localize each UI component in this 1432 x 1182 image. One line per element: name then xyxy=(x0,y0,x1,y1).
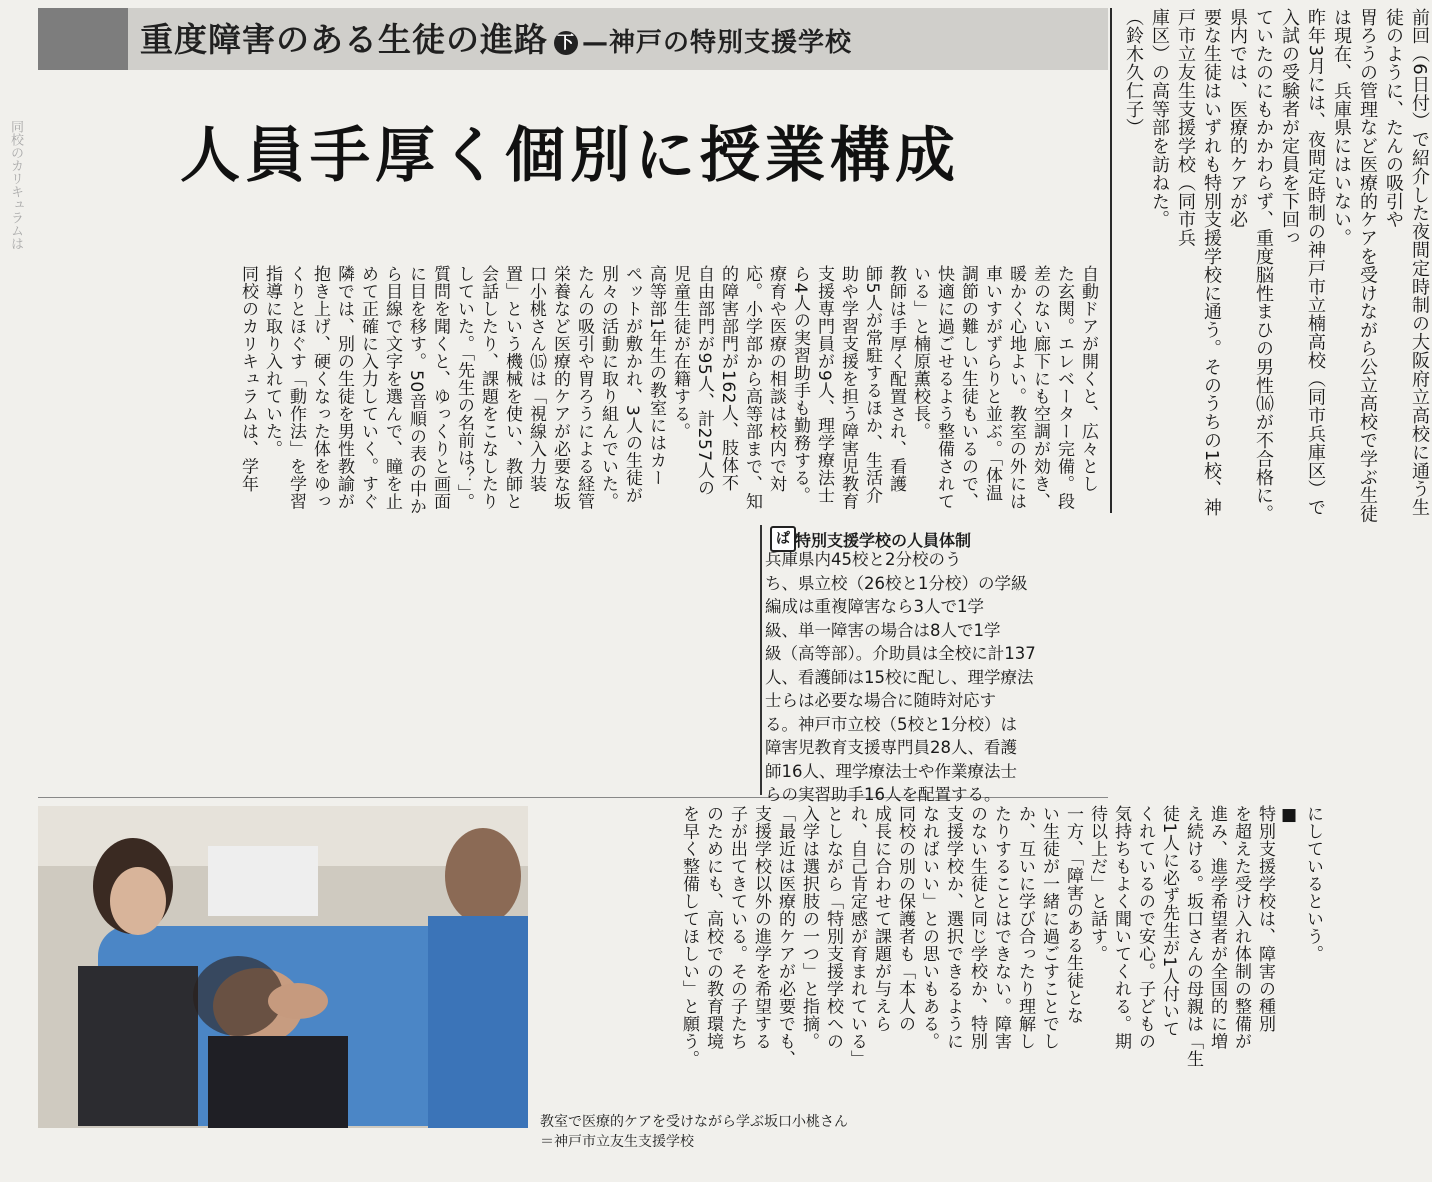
bleed-through-text: 同校のカリキュラムは xyxy=(8,120,23,250)
classroom-photo xyxy=(38,806,528,1128)
info-box-text: 兵庫県内45校と2分校のう ち、県立校（26校と1分校）の学級 編成は重複障害なら3人で1学 級、単一障害の場合は8人で1学 級（高等部）。介助員は全校に計137 人、看護師は15校に配し、理学療法 士らは必要な場合に随時対応す る。神戸市立校（5校と1分校）は 障害児教育支援専門員28人、看護 師16人、理学療法士や作業療法士 らの実習助手16人を配置する。 xyxy=(765,550,1036,804)
series-title xyxy=(140,14,852,61)
series-title-text: 重度障害のある生徒の進路 xyxy=(140,20,548,59)
series-subtitle: —神戸の特別支援学校 xyxy=(582,28,853,58)
article-body-lower: にしているという。 ■ 特別支援学校は、障害の種別 を超えた受け入れ体制の整備が 進み、進学希望者が全国的に増 え続ける。坂口さんの母親は「生 徒1人に必ず先生が1人付いて くれているので安心。子どもの 気持ちもよく聞いてくれる。期 待以上だ」と話す。 一方、「障害のある生徒とな い生徒が一緒に過ごすことでし か、互いに学び合ったり理解し たりすることはできない。障害 のない生徒と同じ学校か、特別 支援学校か、選択できるように なればいい」との思いもある。 同校の別の保護者も「本人の 成長に合わせて課題が与えら れ、自己肯定感が育まれている」 としながら「特別支援学校への 入学は選択肢の一つ」と指摘。 「最近は医療的ケアが必要でも、 支援学校以外の進学を希望する 子が出てきている。その子たち のためにも、高校での教育環境 を早く整備してほしい」と願う。 xyxy=(679,805,1323,1068)
article-body-upper: 自動ドアが開くと、広々とし た玄関。エレベーター完備。段 差のない廊下にも空調が効き、 暖かく心地よい。教室の外には 車いすがずらりと並ぶ。「体温 調節の難しい生徒もいるので、 快適に過ごせるよう整備されて いる」と楠原薫校長。 教師は手厚く配置され、看護 師5人が常駐するほか、生活介 助や学習支援を担う障害児教育 支援専門員が9人、理学療法士 ら4人の実習助手も勤務する。 療育や医療の相談は校内で対 応。小学部から高等部まで、知 的障害部門が162人、肢体不 自由部門が95人、計257人の 児童生徒が在籍する。 高等部1年生の教室にはカー ペットが敷かれ、3人の生徒が 別々の活動に取り組んでいた。 たんの吸引や胃ろうによる経管 栄養など医療的ケアが必要な坂 口小桃さん⒂は「視線入力装 置」という機械を使い、教師と 会話したり、課題をこなしたり していた。「先生の名前は？」。 質問を聞くと、ゆっくりと画面 に目を移す。50音順の表の中か ら目線で文字を選んで、瞳を止 めて正確に入力していく。すぐ 隣では、別の生徒を男性教諭が 抱き上げ、硬くなった体をゆっ くりとほぐす「動作法」を学習 指導に取り入れていた。 同校のカリキュラムは、学年 xyxy=(238,265,1098,516)
column-divider xyxy=(1110,8,1112,513)
info-box-title: 特別支援学校の人員体制 xyxy=(795,531,972,550)
info-box-icon: ぱ xyxy=(770,526,796,552)
headline: 人員手厚く個別に授業構成 xyxy=(180,121,960,191)
part-marker-icon: 下 xyxy=(554,31,578,55)
photo-caption: 教室で医療的ケアを受けながら学ぶ坂口小桃さん ＝神戸市立友生支援学校 xyxy=(540,1114,848,1150)
series-banner-accent xyxy=(38,8,128,70)
photo-illustration xyxy=(38,806,528,1128)
lead-paragraph: 前回（6日付）で紹介した夜間定時制の大阪府立高校に通う生徒のように、たんの吸引や 胃ろうの管理など医療的ケアを受けながら公立高校で学ぶ生徒は現在、兵庫県にはいない。 昨年3月には、夜間定時制の神戸市立楠高校（同市兵庫区）で入試の受験者が定員を下回っ ていたのにもかかわらず、重度脳性まひの男性⒃が不合格に。県内では、医療的ケアが必 要な生徒はいずれも特別支援学校に通う。そのうちの1校、神戸市立友生支援学校（同市兵 庫区）の高等部を訪ねた。 （鈴木久仁子） xyxy=(1123,8,1430,524)
